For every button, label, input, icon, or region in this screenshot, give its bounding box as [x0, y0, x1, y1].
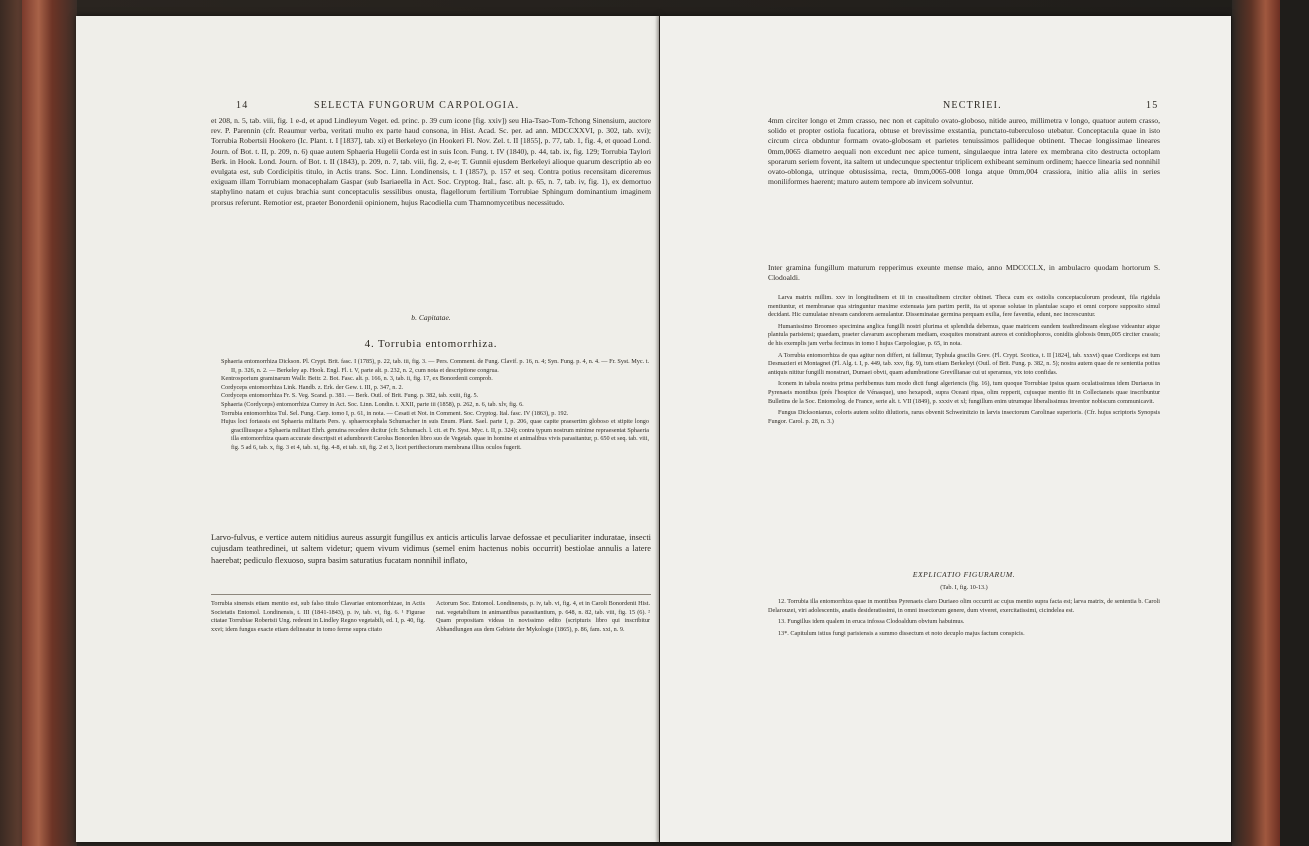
note-paragraph: Fungus Dicksonianus, coloris autem solito dilutioris, rarus obvenit Schweinitzio in larvis insectorum Carolinae superioris. (Cfr. hujus scriptoris Synopsis Fungor. Carol. p. 28, n. 3.)	[768, 409, 1160, 425]
section-heading: 4. Torrubia entomorrhiza.	[364, 338, 498, 350]
left-page-number: 14	[236, 100, 249, 111]
synonym-list	[221, 358, 649, 453]
note-paragraph: Iconem in tabula nostra prima perhibemus tum modo dicti fungi algeriencis (fig. 16), tum quoque Torrubiae ipsius quam oculatissimus idem Duriaeus in Pyrenaeis montibus (prés l'hospice de Vénasque), uno hexapodi, supra Oceani ripas, olim repperit, cujusque mentio fit in Collectaneis quae inscribuntur Bulletins de la Soc. Entomolog. de France, serie alt. t. VII (1849), p. xxxiv et xl; fungillum enim utrumque liberalissimus inventor nobiscum communicavit.	[768, 380, 1160, 405]
synonym-entry: Torrubia entomorrhiza Tul. Sel. Fung. Carp. tomo I, p. 61, in nota. — Cesati et Not. in Comment. Soc. Cryptog. Ital. fasc. IV (1863), p. 192.	[221, 409, 569, 417]
explication-subtitle: (Tab. I, fig. 10-13.)	[940, 584, 988, 591]
synonym-note: Hujus loci fortassis est Sphaeria militaris Pers. γ. sphaerocephala Schumacher in suis Enum. Plant. Sael. parte I, p. 206, quae capite praesertim globoso et stipite longo gracilliusque a Sphaeria militari Ehrh. genuina recedere dicitur (cfr. Schumach. l. cit. et Fr. Syst. Myc. t. II, p. 324); contra typum nostrum minime repraesentat Sphaeria illa entomorrhiza quam accurate descripsit et adumbravit Carolus Bonorden libro suo de Vegetab. quae in homine et animalibus vivis parasitantur, p. 650 et seq. tab. viii, fig. 5 ad 6, tab. x, fig. 3 et 4, tab. xi, fig. 4-8, et tab. xii, fig. 2 et 3, licet peritheciorum membrana illius oculos fugerit.	[221, 418, 649, 451]
footnotes-column-2: Actorum Soc. Entomol. Londinensis, p. iv, tab. vi, fig. 4, et in Caroli Bonordenii Hist. nat. vegetabilium in animantibus parasitantium, p. 648, n. 82, tab. viii, fig. 15 (6). ² Quam propositam videas in novissimo edito (scripturis libro qui inscribitur Abhandlungen aus dem Gebiete der Mykologie (1865), p. 86, fam. xxi, n. 9.	[436, 600, 650, 633]
right-page-number: 15	[1146, 100, 1159, 111]
note-paragraph: A Torrubia entomorrhiza de qua agitur non differt, ni fallimur, Typhula gracilis Grev. (Fl. Crypt. Scotica, t. II [1824], tab. xxxvi) quae Cordiceps est tum Desmazieri et Montagnei (Fl. Alg. t. I, p. 449, tab. xxv, fig. 9), tum etiam Berkeleyi (Outl. of Brit. Fung. p. 382, n. 5); nostra autem quae de re sententia potius antiquis nititur fungilli monstrari, Dumaei obvii, quam adumbratione Grevillianae cui ut speramus, vix toto confidas.	[768, 351, 1160, 376]
synonym-entry: Sphaeria (Cordyceps) entomorrhiza Currey in Act. Soc. Linn. Londin. t. XXII, parte iii (1858), p. 262, n. 6, tab. xlv, fig. 6.	[221, 400, 524, 408]
right-running-head: NECTRIEI.	[943, 100, 1002, 111]
left-page	[76, 16, 659, 842]
left-running-head: SELECTA FUNGORUM CARPOLOGIA.	[314, 100, 520, 111]
footnote-rule	[211, 594, 651, 595]
left-binding-edge	[22, 0, 77, 846]
explication-item: 12. Torrubia illa entomorrhiza quae in montibus Pyrenaeis claro Duriaeo olim occurrit ac cujus mentio supra facta est; larva matrix, de sententia b. Caroli Delarouzei, viri adolescentis, anatis desideratissimi, in omni insectorum genere, dum viveret, exercitatissimi, cicindelea est.	[768, 598, 1160, 614]
synonym-entry: Sphaeria entomorrhiza Dickson. Pl. Crypt. Brit. fasc. I (1785), p. 22, tab. iii, fig. 3. — Pers. Comment. de Fung. Clavif. p. 16, n. 4; Syn. Fung. p. 4, n. 4. — Fr. Syst. Myc. t. II, p. 326, n. 2. — Berkeley ap. Hook. Engl. Fl. t. V, parte alt. p. 232, n. 2, cum nota et descriptione congrua.	[221, 358, 649, 374]
intro-paragraph: et 208, n. 5, tab. viii, fig. 1 e-d, et apud Lindleyum Veget. ed. princ. p. 39 cum icone [fig. xxiv]) seu Hia-Tsao-Tom-Tchong Sinensium, auctore rev. P. Parennin (cfr. Reaumur verba, veritati multo ex parte haud consona, in Hist. Acad. Sc. per. ad ann. MDCCXXVI, p. 302, tab. xvi); Torrubia Robertsii Hookero (Ic. Plant. t. I [1837], tab. xi) et Berkeleyo (in Hookeri Fl. Nov. Zel. t. II [1855], p. 77, tab. 1, fig. 4, et quoad Lond. Journ. of Bot. t. II, p. 209, n. 6) quae autem Sphaeria Hugelii Corda est in suis Icon. Fung. t. IV (1840), p. 44, tab. ix, fig. 129; Torrubia Taylori Berk. in Hook. Lond. Journ. of Bot. t. II (1843), p. 209, n. 7, tab. viii, fig. 2, e-e; T. Gunnii ejusdem Berkeleyi alioque quarum descriptio ab eo evulgata est, sub Cordicipitis titulo, in Actis trans. Soc. Linn. Londinensis, t. I (1857), p. 157 et seq. Contra potius recensitam diceremus exiguam illam Torrubiam monacephalam Gaspar (sub Isariaeella in Act. Soc. Cryptog. Ital., fasc. alt. p. 65, n. 7, tab. iv, fig. 1), ex demortuo staphylino natam et cujus brachia sunt conceptaculis sessilibus onusta, flagellorum fertilium Torrubiae Sphingum dominantium imaginem prorsus referunt. Remotior est, praeter Bonordenii opinionem, hujus Racodiella cum Thamnomycetibus necessitudo.	[211, 116, 651, 207]
note-paragraph: Humanissimo Broomeo specimina anglica fungilli nostri plurima et splendida debemus, quae matricem eandem teathredineam elegisse videantur atque plantula parisiensi; quaedam, praeter clavarum ascopheram mediam, exsquites monstrant aureos et conidiophoros, conidiis globosis 0mm,005 circiter crassis; de his exemplis jam verba fecimus in tomo I hujus Carpologiae, p. 65, in nota.	[768, 322, 1160, 347]
synonym-entry: Cordyceps entomorrhiza Link. Handb. z. Erk. der Gew. t. III, p. 347, n. 2.	[221, 383, 404, 391]
right-page	[660, 16, 1231, 842]
right-binding-edge	[1232, 0, 1280, 846]
subsection-label: b. Capitatae.	[411, 313, 451, 322]
right-notes	[768, 294, 1160, 429]
footnotes-column-1: Torrubia sinensis etiam mentio est, sub falso titulo Clavariae entomorrhizae, in Actis Societatis Entomol. Londinensis, t. III (1841-1843), p. iv, tab. vi, fig. 6. ¹ Figurae citatae Torrubiae Robertsii Ung. redeunt in Lindley Regno vegetabili, ed. I, p. 40, fig. xxvi; idem fungus exacte etiam delineatur in tomo ferme supra citato	[211, 600, 425, 633]
note-paragraph: Larva matrix millim. xxv in longitudinem et iii in crassitudinem circiter obtinet. Theca cum ex ostiolis conceptaculorum prodeunt, fila rigidula mentiuntur, et membranae qua stringuntur maxime extenuata jam partim periit, ita ut sporae solutae in plantulae scapo et omni corpore supposito simul decidant. Hic cumulatae niveam candorem aemulantur. Disseminatae germina perquam exilia, fere faventia, edunt, nec increscuntur.	[768, 294, 1160, 319]
right-paragraph-1: 4mm circiter longo et 2mm crasso, nec non et capitulo ovato-globoso, nitide aureo, millimetra v longo, quatuor autem crasso, solido et propter ostiola fucatiora, obtuse et brevissime exstantia, punctato-tuberculoso utebatur. Conceptacula quae in isto circum circa obduntur formam ovato-globosam et parietes tenuissimos pallideque obtinent. Thecae longissimae lineares 0mm,0065 diametro aequali non excedunt nec apice tument, singulaeque intra latere ex membrana cito destructa octoplam sporarum seriem fovent, ita saltem ut undecunque spectentur triplicem exhibeant seminum ordinem; haecce linearia sed nonnihil ovato-oblonga, utrinque obtusissima, recta, 0mm,0065-008 longa atque 0mm,004 crassiora, initio alia aliis in series moniliformes haerent; maturo autem tempore ab invicem solvuntur.	[768, 116, 1160, 187]
explication-title: EXPLICATIO FIGURARUM.	[912, 570, 1016, 579]
synonym-entry: Cordyceps entomorrhiza Fr. S. Veg. Scand. p. 381. — Berk. Outl. of Brit. Fung. p. 382, tab. xxiii, fig. 5.	[221, 392, 479, 400]
right-paragraph-2: Inter gramina fungillum maturum repperimus exeunte mense maio, anno MDCCCLX, in ambulacro quodam hortorum S. Clodoaldi.	[768, 263, 1160, 283]
main-paragraph: Larvo-fulvus, e vertice autem nitidius aureus assurgit fungillus ex anticis articulis larvae defossae et peculiariter induratae, insecti cujusdam teathredinei, ut saltem videtur; quem vivum vidimus (semel enim hactenus nobis occurrit) bestiolae annulis a latere haerebat; pediculo flexuoso, supra basim saturatius fucatam nonnihil inflato,	[211, 533, 651, 565]
explication-item: 13*. Capitulum istius fungi parisiensis a summo dissectum et noto decuplo majus factum conspicis.	[778, 629, 1025, 637]
explication-item: 13. Fungillus idem qualem in eruca infossa Clodoaldum obvium habuimus.	[778, 618, 965, 626]
explication-list	[768, 598, 1160, 641]
synonym-entry: Kentrosporium graminarum Wallr. Beitr. 2. Bot. Fasc. alt. p. 166, n. 3, tab. ii, fig. 17, ex Bonordenii comprob.	[221, 375, 493, 383]
